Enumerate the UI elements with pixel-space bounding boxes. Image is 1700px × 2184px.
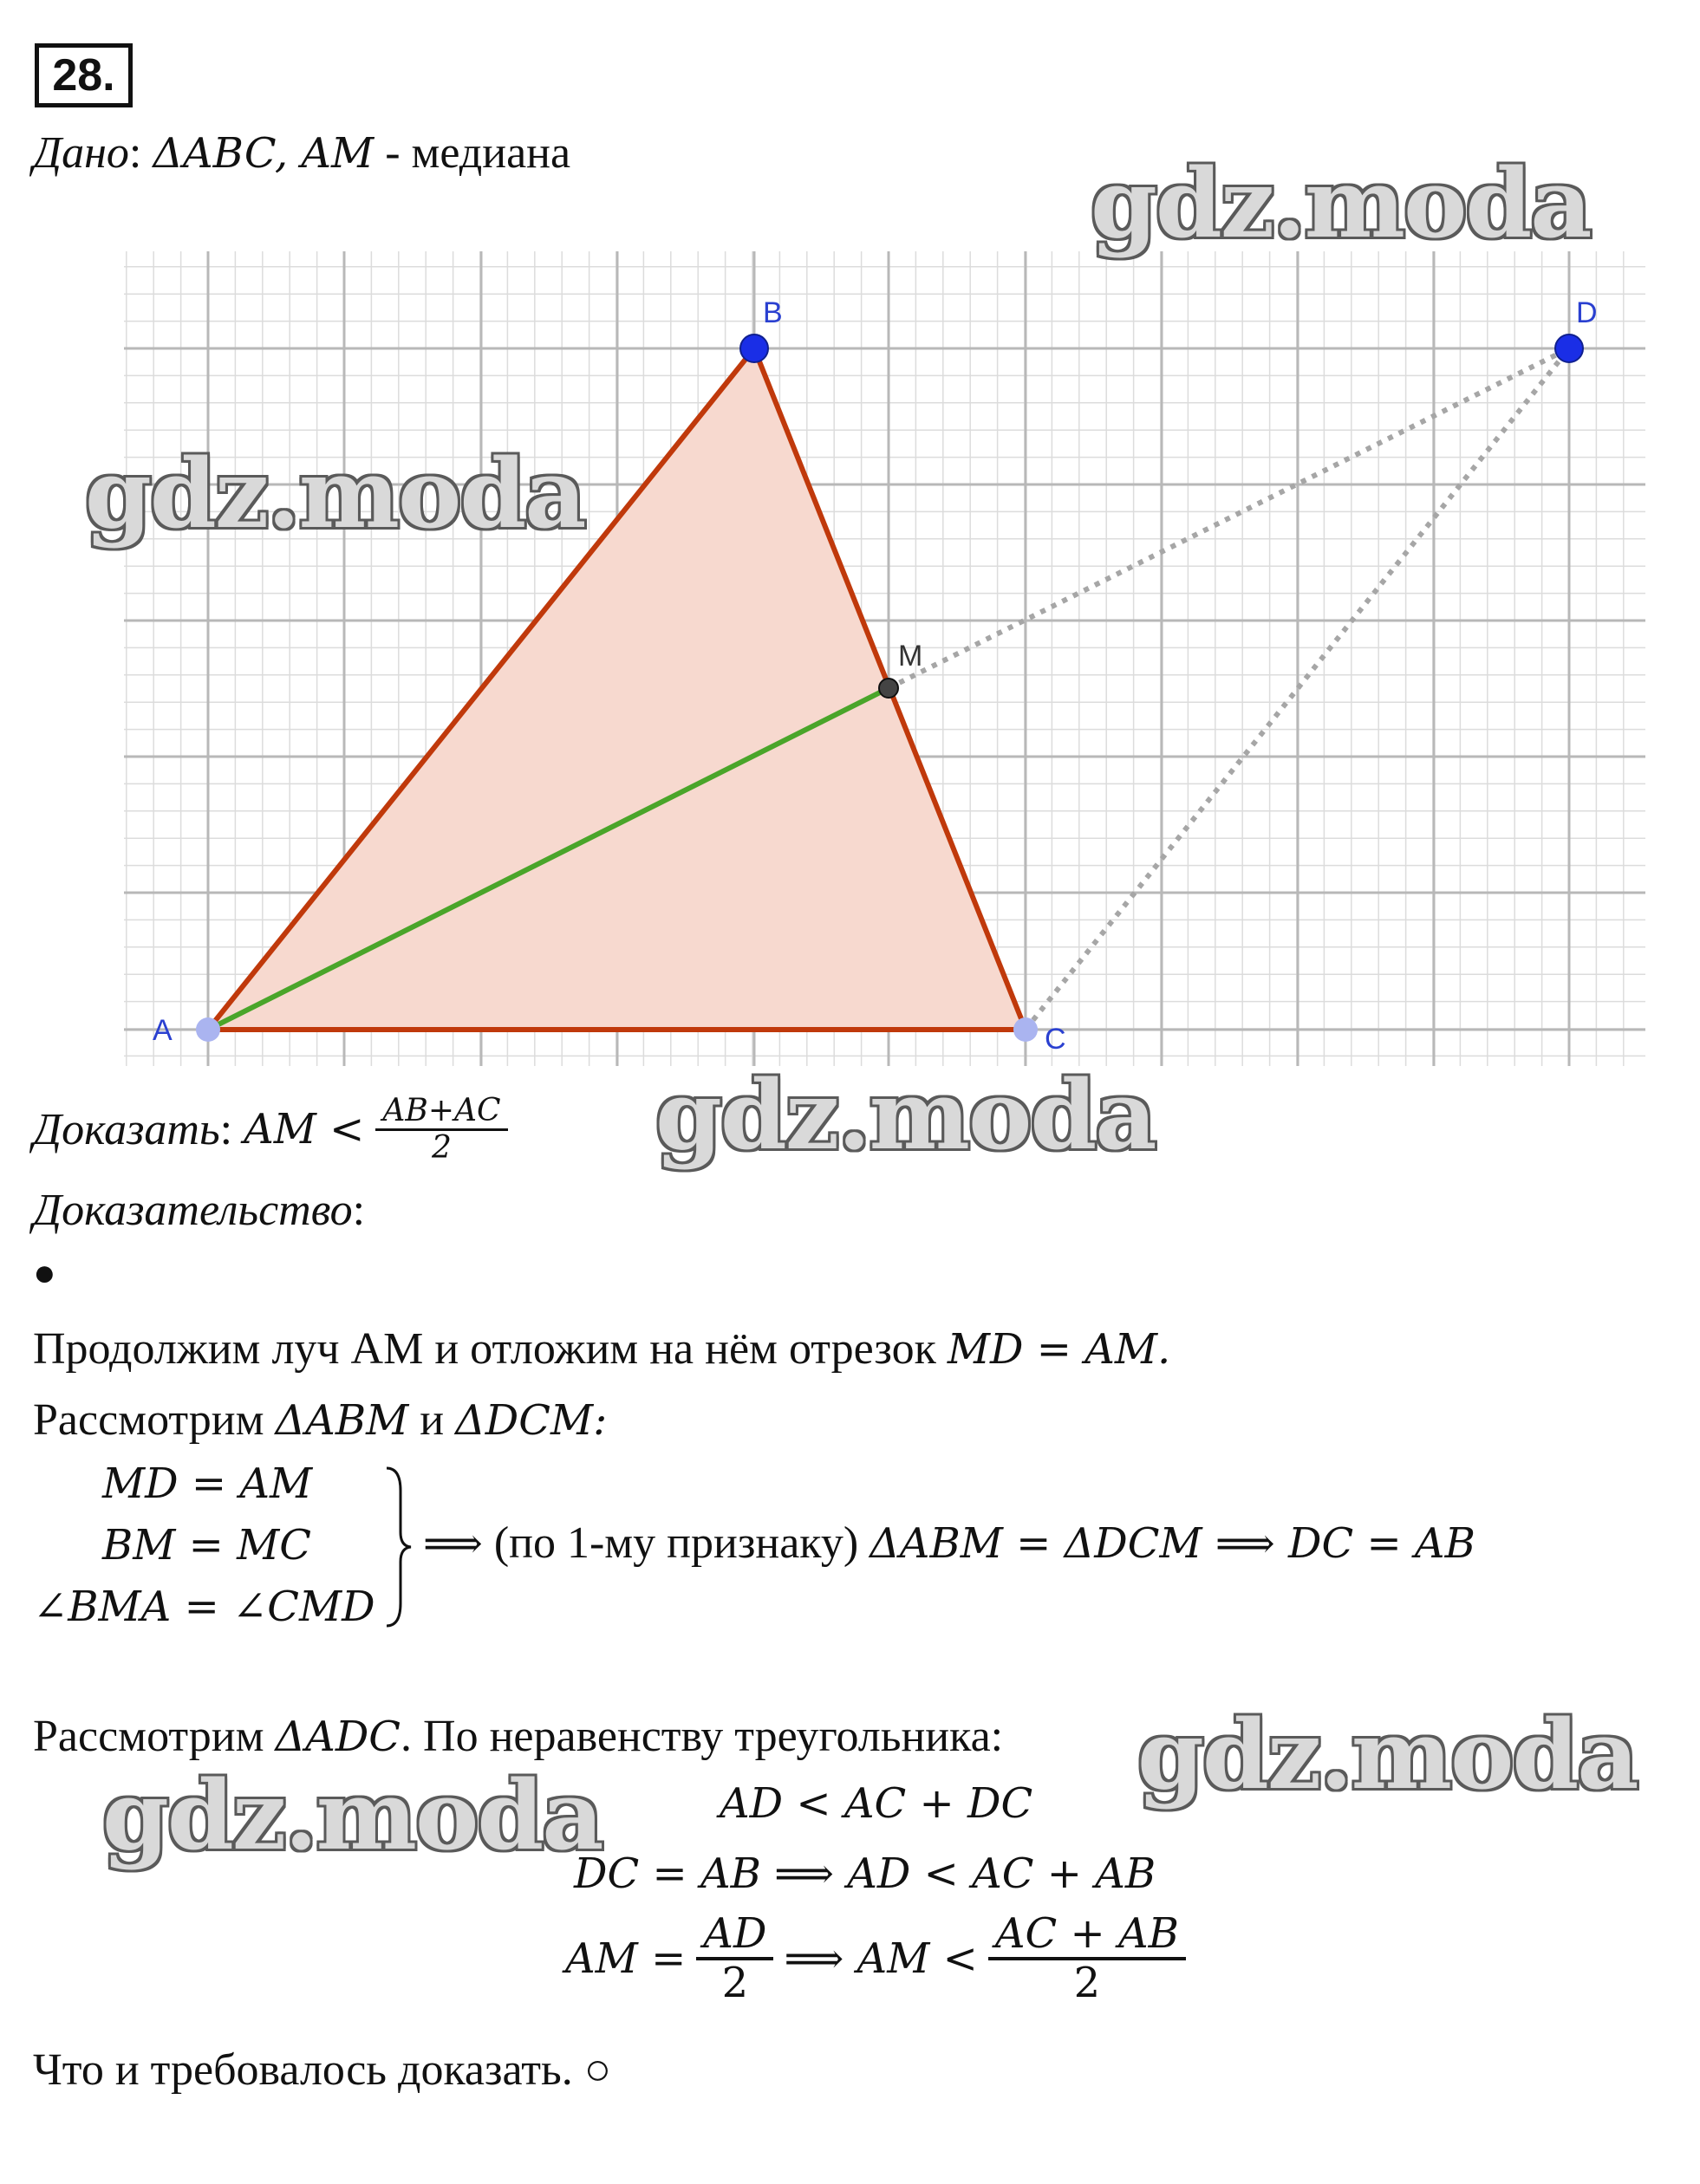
- proof-heading: Доказательство:: [33, 1186, 366, 1235]
- bullet: ●: [33, 1251, 56, 1294]
- triangle-line: [33, 1712, 1003, 1761]
- line2-text: Рассмотрим: [33, 1395, 276, 1445]
- given-math: ΔABC, AM: [153, 129, 375, 178]
- point-a: [196, 1017, 220, 1042]
- system-implies: ⟹: [423, 1519, 483, 1568]
- watermark-1: gdz.moda: [1091, 147, 1591, 259]
- point-m: [879, 679, 898, 698]
- triangle-math: ΔADC: [275, 1713, 401, 1761]
- derivation-row-1: AD < AC + DC: [720, 1779, 1033, 1828]
- label-m: M: [898, 640, 923, 673]
- derivation-row-3: [565, 1911, 1186, 2006]
- system-eq-2: BM = MC: [102, 1521, 312, 1570]
- label-c: C: [1045, 1023, 1066, 1056]
- system-brace: [381, 1465, 416, 1629]
- prove-numerator: AB+AC: [375, 1094, 507, 1131]
- prove-denominator: 2: [432, 1129, 452, 1166]
- system-eq-3: ∠BMA = ∠CMD: [33, 1583, 375, 1631]
- derivation-row-2: DC = AB ⟹ AD < AC + AB: [574, 1849, 1156, 1898]
- system-result: ΔABM = ΔDCM ⟹ DC = AB: [870, 1519, 1475, 1568]
- given-line: Дано: ΔABC, AM - медиана: [33, 128, 571, 178]
- line2-math-2: ΔDCM:: [455, 1396, 608, 1445]
- watermark-5: gdz.moda: [102, 1759, 602, 1871]
- row3-den-2: 2: [1073, 1958, 1101, 2007]
- line1-text: Продолжим луч АМ и отложим на нём отрезок: [33, 1324, 948, 1374]
- watermark-4: gdz.moda: [1137, 1699, 1638, 1810]
- system-conclusion: [423, 1518, 1475, 1568]
- dashed-segment-md: [889, 348, 1569, 688]
- label-a: A: [153, 1014, 173, 1047]
- system-criterion: (по 1-му признаку): [493, 1518, 859, 1568]
- watermark-2: gdz.moda: [85, 438, 585, 549]
- line1-math: MD = AM.: [947, 1325, 1171, 1374]
- triangle-text-2: . По неравенству треугольника:: [401, 1712, 1004, 1761]
- line2-math-1: ΔABM: [275, 1396, 409, 1445]
- row3-num-1: AD: [696, 1911, 773, 1960]
- line2-and: и: [408, 1395, 456, 1445]
- point-b: [740, 335, 768, 362]
- row3-mid: ⟹ AM <: [784, 1934, 978, 1983]
- given-rest: - медиана: [385, 128, 571, 178]
- point-d: [1555, 335, 1583, 362]
- system-eq-1: MD = AM: [102, 1459, 313, 1508]
- proof-line-2: [33, 1395, 607, 1445]
- row3-num-2: AC + AB: [988, 1911, 1186, 1960]
- triangle-text-1: Рассмотрим: [33, 1712, 276, 1761]
- prove-fraction: [375, 1094, 507, 1165]
- conclusion: Что и требовалось доказать. ○: [33, 2045, 612, 2095]
- label-d: D: [1576, 296, 1598, 329]
- proof-label: Доказательство: [33, 1186, 353, 1235]
- row3-fraction-2: [988, 1911, 1186, 2006]
- prove-label: Доказать: [33, 1104, 220, 1154]
- watermark-3: gdz.moda: [655, 1059, 1156, 1171]
- problem-number: 28.: [35, 43, 133, 107]
- prove-line: Доказать : AM < $\frac{AB+AC}{2}$: [33, 1094, 508, 1165]
- given-label: Дано: [33, 128, 129, 178]
- proof-line-1: [33, 1324, 1170, 1374]
- prove-lhs: AM <: [244, 1104, 365, 1154]
- row3-fraction-1: [696, 1911, 773, 2006]
- point-c: [1013, 1017, 1038, 1042]
- label-b: B: [763, 296, 783, 329]
- row3-den-1: 2: [721, 1958, 749, 2007]
- row3-lhs: AM =: [565, 1934, 687, 1983]
